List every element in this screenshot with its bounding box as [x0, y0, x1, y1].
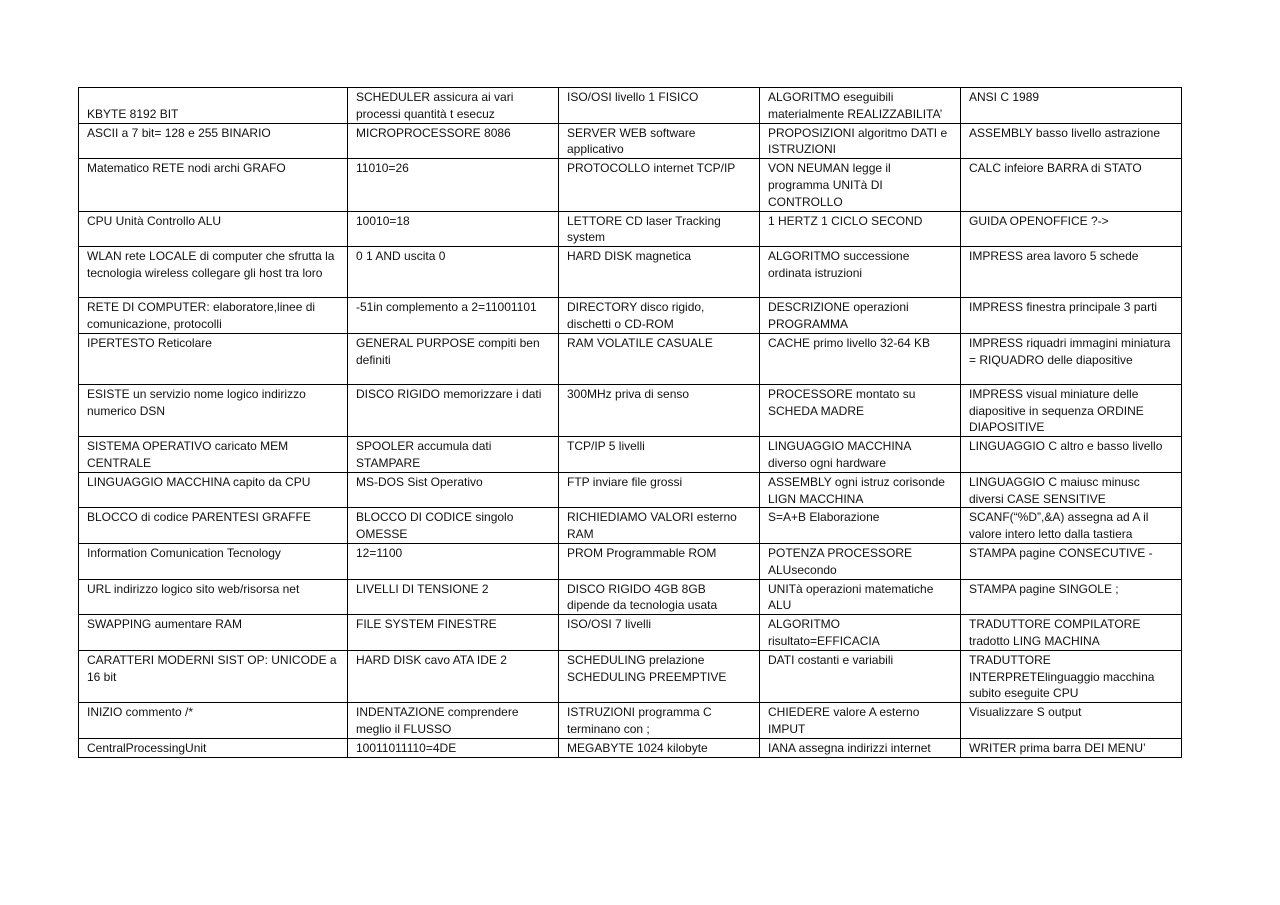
table-cell: MEGABYTE 1024 kilobyte	[559, 738, 760, 757]
table-cell: CHIEDERE valore A esterno IMPUT	[760, 703, 961, 739]
table-cell: IMPRESS riquadri immagini miniatura = RIQUADRO delle diapositive	[961, 333, 1182, 384]
table-cell: HARD DISK cavo ATA IDE 2	[348, 650, 559, 702]
table-cell: GENERAL PURPOSE compiti ben definiti	[348, 333, 559, 384]
table-cell: STAMPA pagine SINGOLE ;	[961, 579, 1182, 615]
table-row	[79, 298, 1182, 334]
table-row	[79, 650, 1182, 702]
table-cell: MS-DOS Sist Operativo	[348, 472, 559, 508]
table-cell: ASCII a 7 bit= 128 e 255 BINARIO	[79, 123, 348, 159]
table-cell: CentralProcessingUnit	[79, 738, 348, 757]
table-cell: LINGUAGGIO C maiusc minusc diversi CASE SENSITIVE	[961, 472, 1182, 508]
table-cell: Information Comunication Tecnology	[79, 543, 348, 579]
table-cell: 12=1100	[348, 543, 559, 579]
table-cell: ISTRUZIONI programma C terminano con ;	[559, 703, 760, 739]
table-cell: PROPOSIZIONI algoritmo DATI e ISTRUZIONI	[760, 123, 961, 159]
table-cell: ANSI C 1989	[961, 88, 1182, 124]
table-row	[79, 88, 1182, 124]
table-cell: 10011011110=4DE	[348, 738, 559, 757]
table-cell: IMPRESS visual miniature delle diapositive in sequenza ORDINE DIAPOSITIVE	[961, 384, 1182, 436]
table-row	[79, 247, 1182, 298]
table-cell: DISCO RIGIDO 4GB 8GB dipende da tecnologia usata	[559, 579, 760, 615]
table-row	[79, 543, 1182, 579]
table-row	[79, 437, 1182, 473]
table-cell: FTP inviare file grossi	[559, 472, 760, 508]
table-cell: WRITER prima barra DEI MENU’	[961, 738, 1182, 757]
table-cell: Matematico RETE nodi archi GRAFO	[79, 159, 348, 211]
table-cell: DESCRIZIONE operazioni PROGRAMMA	[760, 298, 961, 334]
table-cell: HARD DISK magnetica	[559, 247, 760, 298]
table-cell: ALGORITMO successione ordinata istruzioni	[760, 247, 961, 298]
table-cell: LINGUAGGIO MACCHINA capito da CPU	[79, 472, 348, 508]
table-cell: UNITà operazioni matematiche ALU	[760, 579, 961, 615]
table-cell: BLOCCO di codice PARENTESI GRAFFE	[79, 508, 348, 544]
table-cell: URL indirizzo logico sito web/risorsa net	[79, 579, 348, 615]
table-cell: IPERTESTO Reticolare	[79, 333, 348, 384]
table-cell: LINGUAGGIO MACCHINA diverso ogni hardware	[760, 437, 961, 473]
table-row	[79, 703, 1182, 739]
table-cell: SWAPPING aumentare RAM	[79, 615, 348, 651]
table-cell: DIRECTORY disco rigido, dischetti o CD-ROM	[559, 298, 760, 334]
table-cell: 300MHz priva di senso	[559, 384, 760, 436]
table-cell: PROCESSORE montato su SCHEDA MADRE	[760, 384, 961, 436]
table-cell: -51in complemento a 2=11001101	[348, 298, 559, 334]
table-cell: Visualizzare S output	[961, 703, 1182, 739]
table-row	[79, 615, 1182, 651]
table-cell: ASSEMBLY basso livello astrazione	[961, 123, 1182, 159]
table-cell: ASSEMBLY ogni istruz corisonde LIGN MACCHINA	[760, 472, 961, 508]
table-cell: CACHE primo livello 32-64 KB	[760, 333, 961, 384]
table-cell: WLAN rete LOCALE di computer che sfrutta la tecnologia wireless collegare gli host tra loro	[79, 247, 348, 298]
table-cell: 1 HERTZ 1 CICLO SECOND	[760, 211, 961, 247]
table-row	[79, 211, 1182, 247]
table-cell: DISCO RIGIDO memorizzare i dati	[348, 384, 559, 436]
table-cell: ISO/OSI 7 livelli	[559, 615, 760, 651]
table-cell: INDENTAZIONE comprendere meglio il FLUSSO	[348, 703, 559, 739]
table-cell: 0 1 AND uscita 0	[348, 247, 559, 298]
table-cell: KBYTE 8192 BIT	[79, 88, 348, 124]
table-cell: ISO/OSI livello 1 FISICO	[559, 88, 760, 124]
table-cell: CARATTERI MODERNI SIST OP: UNICODE a 16 bit	[79, 650, 348, 702]
table-cell: SISTEMA OPERATIVO caricato MEM CENTRALE	[79, 437, 348, 473]
table-row	[79, 123, 1182, 159]
table-cell: MICROPROCESSORE 8086	[348, 123, 559, 159]
table-cell: LINGUAGGIO C altro e basso livello	[961, 437, 1182, 473]
table-cell: POTENZA PROCESSORE ALUsecondo	[760, 543, 961, 579]
table-cell: SCANF(“%D”,&A) assegna ad A il valore intero letto dalla tastiera	[961, 508, 1182, 544]
table-cell: VON NEUMAN legge il programma UNITà DI CONTROLLO	[760, 159, 961, 211]
table-cell: FILE SYSTEM FINESTRE	[348, 615, 559, 651]
table-cell: SPOOLER accumula dati STAMPARE	[348, 437, 559, 473]
notes-table	[78, 87, 1182, 758]
table-cell: ALGORITMO risultato=EFFICACIA	[760, 615, 961, 651]
table-cell: RAM VOLATILE CASUALE	[559, 333, 760, 384]
table-cell: S=A+B Elaborazione	[760, 508, 961, 544]
table-row	[79, 508, 1182, 544]
table-cell: DATI costanti e variabili	[760, 650, 961, 702]
table-cell: TRADUTTORE INTERPRETElinguaggio macchina subito eseguite CPU	[961, 650, 1182, 702]
table-cell: 10010=18	[348, 211, 559, 247]
table-cell: SERVER WEB software applicativo	[559, 123, 760, 159]
table-cell: RICHIEDIAMO VALORI esterno RAM	[559, 508, 760, 544]
table-cell: 11010=26	[348, 159, 559, 211]
table-cell: CPU Unità Controllo ALU	[79, 211, 348, 247]
table-cell: IANA assegna indirizzi internet	[760, 738, 961, 757]
table-cell: PROTOCOLLO internet TCP/IP	[559, 159, 760, 211]
table-cell: ALGORITMO eseguibili materialmente REALIZZABILITA’	[760, 88, 961, 124]
table-cell: TCP/IP 5 livelli	[559, 437, 760, 473]
table-cell: BLOCCO DI CODICE singolo OMESSE	[348, 508, 559, 544]
table-cell: CALC infeiore BARRA di STATO	[961, 159, 1182, 211]
table-cell: GUIDA OPENOFFICE ?->	[961, 211, 1182, 247]
table-cell: PROM Programmable ROM	[559, 543, 760, 579]
table-cell: IMPRESS finestra principale 3 parti	[961, 298, 1182, 334]
table-cell: INIZIO commento /*	[79, 703, 348, 739]
table-row	[79, 738, 1182, 757]
table-cell: STAMPA pagine CONSECUTIVE -	[961, 543, 1182, 579]
table-cell: IMPRESS area lavoro 5 schede	[961, 247, 1182, 298]
table-row	[79, 333, 1182, 384]
table-cell: TRADUTTORE COMPILATORE tradotto LING MACHINA	[961, 615, 1182, 651]
table-cell: RETE DI COMPUTER: elaboratore,linee di comunicazione, protocolli	[79, 298, 348, 334]
table-cell: LIVELLI DI TENSIONE 2	[348, 579, 559, 615]
table-cell: SCHEDULER assicura ai vari processi quantità t esecuz	[348, 88, 559, 124]
table-cell: SCHEDULING prelazione SCHEDULING PREEMPTIVE	[559, 650, 760, 702]
table-cell: ESISTE un servizio nome logico indirizzo numerico DSN	[79, 384, 348, 436]
table-row	[79, 384, 1182, 436]
table-row	[79, 159, 1182, 211]
table-row	[79, 472, 1182, 508]
table-cell: LETTORE CD laser Tracking system	[559, 211, 760, 247]
table-row	[79, 579, 1182, 615]
